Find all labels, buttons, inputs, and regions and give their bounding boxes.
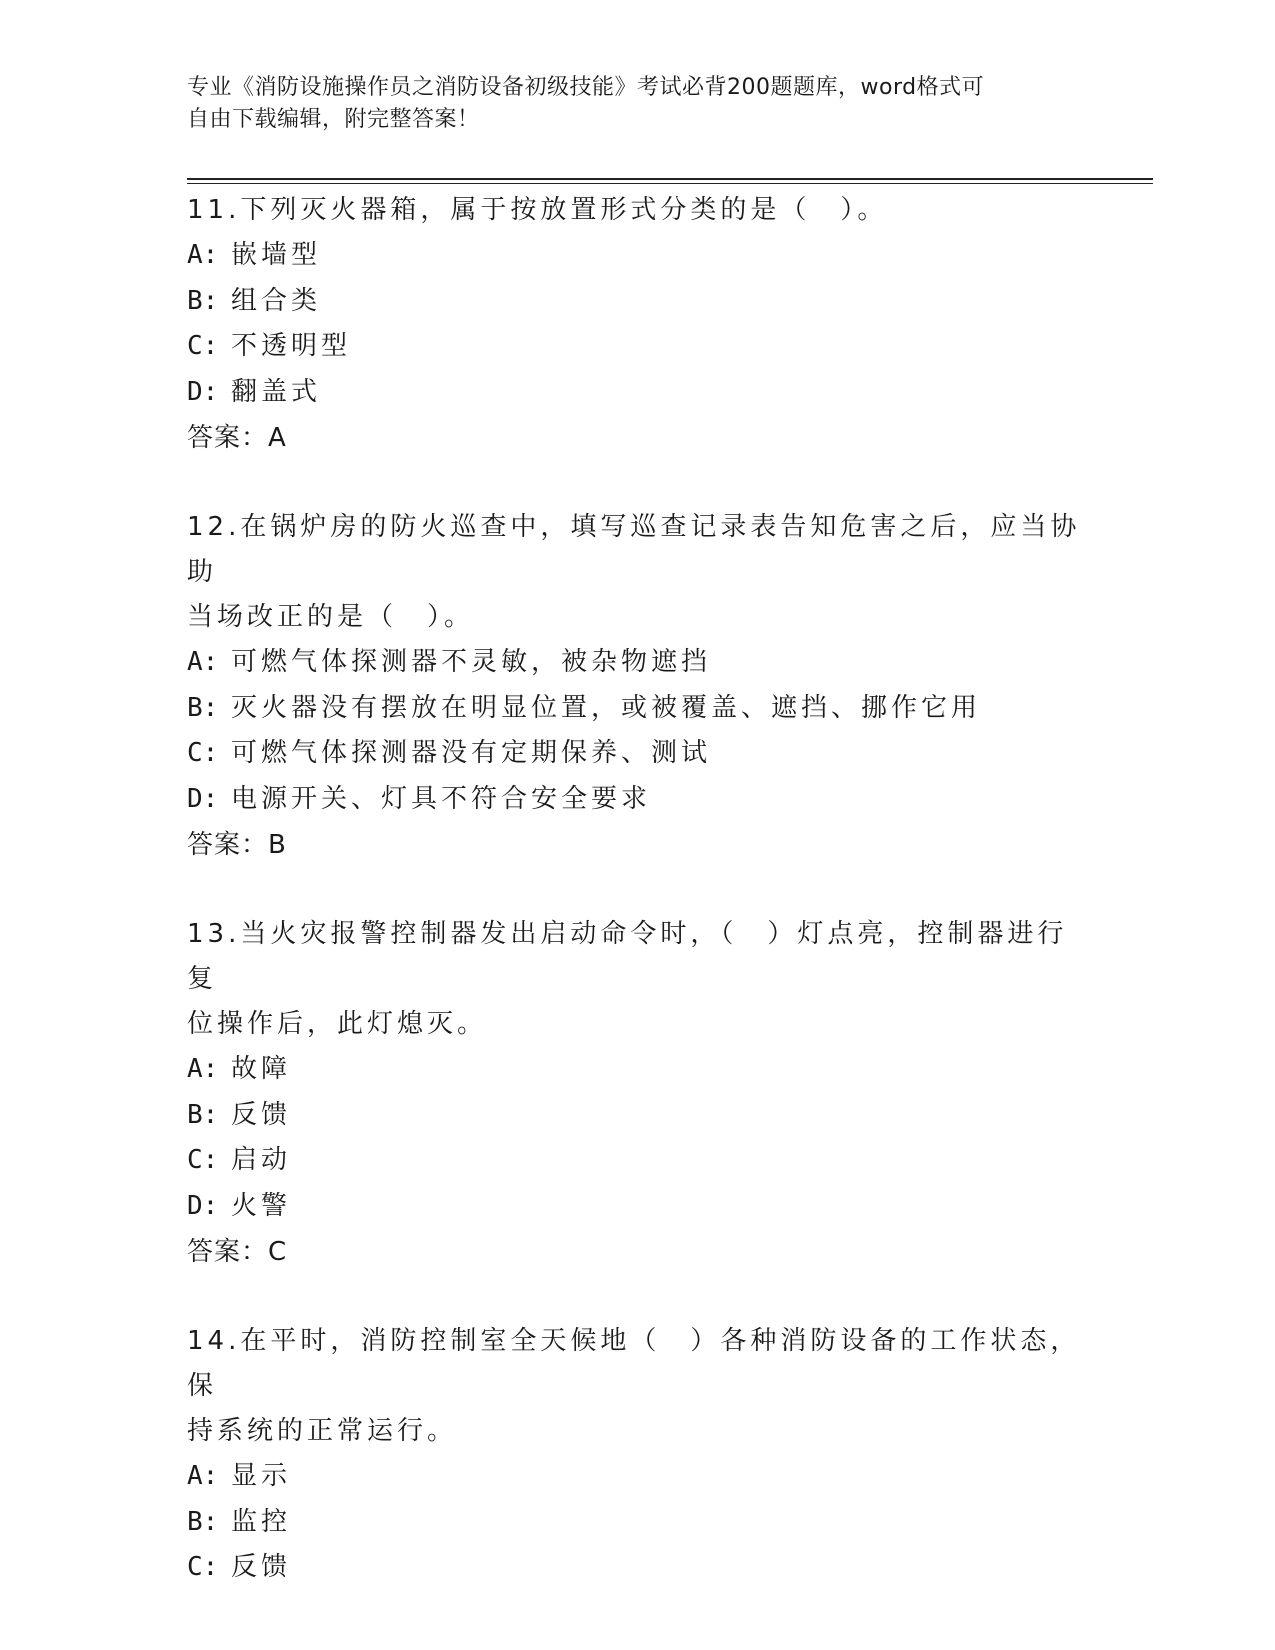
option-key: C:: [187, 738, 219, 768]
question-stem: [187, 188, 1087, 233]
option-d: [187, 370, 1087, 416]
option-d: [187, 777, 1087, 823]
option-d: [187, 1184, 1087, 1230]
answer-line: 答案：B: [187, 830, 287, 860]
option-key: C:: [187, 1552, 219, 1582]
header-divider-thin: [187, 183, 1153, 184]
question-stem-line: 14.在平时，消防控制室全天候地（ ）各种消防设备的工作状态，保: [187, 1326, 1081, 1401]
option-text: 监控: [231, 1506, 292, 1537]
header-line-2: 自由下载编辑，附完整答案！: [187, 107, 480, 132]
option-text: 显示: [231, 1461, 292, 1491]
option-key: A:: [187, 240, 219, 270]
question-stem: [187, 1319, 1087, 1454]
spacer: [187, 1275, 1087, 1319]
spacer: [187, 868, 1087, 912]
option-c: [187, 1545, 1087, 1591]
option-text: 嵌墙型: [231, 240, 322, 270]
answer-line: 答案：A: [187, 423, 287, 453]
question-stem-line: 12.在锅炉房的防火巡查中，填写巡查记录表告知危害之后，应当协助: [187, 512, 1081, 587]
option-key: B:: [187, 285, 219, 316]
option-a: [187, 640, 1087, 686]
option-key: A:: [187, 1054, 219, 1084]
header-line-1: 专业《消防设施操作员之消防设备初级技能》考试必背200题题库，word格式可: [187, 75, 985, 100]
option-key: B:: [187, 1099, 219, 1130]
question-stem-line: 11.下列灭火器箱，属于按放置形式分类的是（ ）。: [187, 195, 888, 225]
option-text: 反馈: [231, 1552, 292, 1582]
option-text: 翻盖式: [231, 376, 322, 407]
option-key: A:: [187, 1461, 219, 1491]
option-a: [187, 1047, 1087, 1093]
option-text: 反馈: [231, 1099, 292, 1130]
spacer: [187, 461, 1087, 505]
question-stem-line: 持系统的正常运行。: [187, 1416, 458, 1446]
question-14: [187, 1319, 1087, 1591]
option-text: 火警: [231, 1190, 292, 1221]
question-stem: [187, 912, 1087, 1047]
header-divider-thick: [187, 178, 1153, 180]
option-b: [187, 1093, 1087, 1139]
question-13: [187, 912, 1087, 1275]
option-key: C:: [187, 1145, 219, 1175]
option-c: [187, 324, 1087, 370]
option-key: D:: [187, 783, 219, 814]
option-text: 电源开关、灯具不符合安全要求: [231, 783, 652, 814]
option-text: 启动: [231, 1145, 292, 1175]
option-text: 可燃气体探测器没有定期保养、测试: [231, 738, 712, 768]
option-b: [187, 686, 1087, 732]
option-key: B:: [187, 692, 219, 723]
option-c: [187, 731, 1087, 777]
question-stem-line: 13.当火灾报警控制器发出启动命令时，（ ）灯点亮，控制器进行复: [187, 919, 1068, 994]
option-key: D:: [187, 376, 219, 407]
option-key: B:: [187, 1506, 219, 1537]
question-12: [187, 505, 1087, 868]
question-stem-line: 当场改正的是（ ）。: [187, 602, 475, 632]
option-a: [187, 233, 1087, 279]
question-11: [187, 188, 1087, 461]
option-text: 可燃气体探测器不灵敏，被杂物遮挡: [231, 647, 712, 677]
question-list: [187, 188, 1087, 1591]
option-text: 故障: [231, 1054, 292, 1084]
answer-line: 答案：C: [187, 1237, 288, 1267]
option-key: A:: [187, 647, 219, 677]
option-b: [187, 279, 1087, 325]
option-text: 灭火器没有摆放在明显位置，或被覆盖、遮挡、挪作它用: [231, 692, 982, 723]
document-header: [187, 72, 1067, 136]
option-key: C:: [187, 331, 219, 361]
question-stem: [187, 505, 1087, 640]
option-text: 不透明型: [231, 331, 352, 361]
option-key: D:: [187, 1190, 219, 1221]
question-stem-line: 位操作后，此灯熄灭。: [187, 1009, 488, 1039]
option-c: [187, 1138, 1087, 1184]
option-text: 组合类: [231, 285, 322, 316]
option-b: [187, 1500, 1087, 1546]
option-a: [187, 1454, 1087, 1500]
